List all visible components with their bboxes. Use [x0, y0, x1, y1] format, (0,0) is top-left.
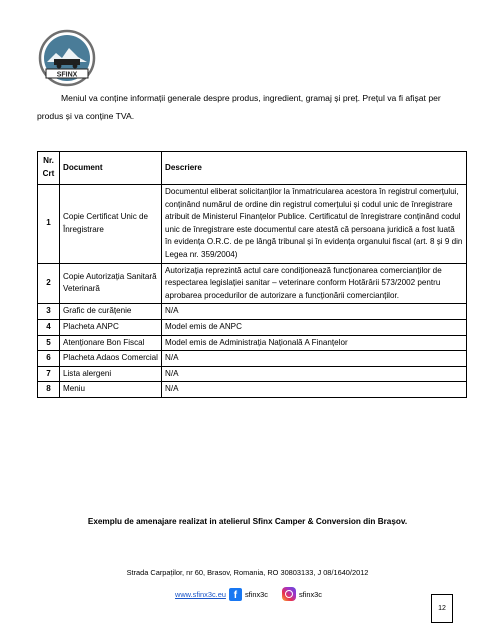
intro-paragraph	[37, 89, 461, 125]
row-nr: 2	[38, 263, 60, 304]
documents-table	[37, 151, 467, 398]
row-descriere: N/A	[162, 366, 467, 382]
table-row	[38, 335, 467, 351]
table-row	[38, 366, 467, 382]
row-nr: 8	[38, 382, 60, 398]
row-document: Placheta Adaos Comercial	[60, 351, 162, 367]
row-nr: 3	[38, 304, 60, 320]
row-document: Atenționare Bon Fiscal	[60, 335, 162, 351]
table-row	[38, 382, 467, 398]
photo-caption: Exemplu de amenajare realizat in atelierul Sfinx Camper & Conversion din Brașov.	[87, 517, 408, 526]
row-document: Grafic de curățenie	[60, 304, 162, 320]
row-descriere: Model emis de Administrația Națională A Finanțelor	[162, 335, 467, 351]
facebook-handle: sfinx3c	[244, 589, 268, 599]
row-document: Copie Certificat Unic de Înregistrare	[60, 185, 162, 264]
row-nr: 7	[38, 366, 60, 382]
row-document: Lista alergeni	[60, 366, 162, 382]
instagram-icon[interactable]	[282, 587, 296, 601]
row-descriere: N/A	[162, 351, 467, 367]
table-row	[38, 185, 467, 264]
row-document: Meniu	[60, 382, 162, 398]
company-logo	[38, 29, 96, 87]
logo-text: SFINX	[56, 71, 78, 79]
row-nr: 6	[38, 351, 60, 367]
table-row	[38, 304, 467, 320]
row-nr: 1	[38, 185, 60, 264]
row-document: Copie Autorizația Sanitară Veterinară	[60, 263, 162, 304]
row-descriere: N/A	[162, 382, 467, 398]
table-row	[38, 263, 467, 304]
header-document: Document	[60, 152, 162, 185]
row-descriere: Documentul eliberat solicitanților la înmatricularea acestora în registrul comerțului, conținând numărul de ordine din registrul comerțului și codul unic de înregistrare atribuit de Ministerul Finanțelor Publice. Certificatul de înregistrare conținând codul unic de înregistrare este documentul care atestă că persoana juridică a fost luată în evidența O.R.C. de pe lângă tribunal și în evidența organului fiscal (art. 8 și 9 din Legea nr. 359/2004)	[162, 185, 467, 264]
row-descriere: Model emis de ANPC	[162, 319, 467, 335]
intro-line-1: Meniul va conține informații generale despre produs, ingredient, gramaj și preț. Prețul va fi afișat per	[61, 93, 441, 103]
header-descriere: Descriere	[162, 152, 467, 185]
intro-line-2: produs și va conține TVA.	[37, 111, 135, 121]
table-header-row	[38, 152, 467, 185]
footer-social	[175, 587, 322, 601]
row-nr: 5	[38, 335, 60, 351]
page-number: 12	[431, 594, 453, 623]
row-nr: 4	[38, 319, 60, 335]
row-descriere: N/A	[162, 304, 467, 320]
header-nr: Nr. Crt	[38, 152, 60, 185]
facebook-icon[interactable]: f	[229, 588, 242, 601]
table-row	[38, 351, 467, 367]
footer-address: Strada Carpaților, nr 60, Brasov, Romania, RO 30803133, J 08/1640/2012	[126, 568, 369, 577]
table-row	[38, 319, 467, 335]
row-descriere: Autorizația reprezintă actul care condiționează funcționarea comercianților de respectarea legislației sanitar – veterinare conform Hotărârii 573/2002 pentru aprobarea procedurilor de autorizare a funcționării comercianților.	[162, 263, 467, 304]
instagram-handle: sfinx3c	[298, 589, 322, 599]
row-document: Placheta ANPC	[60, 319, 162, 335]
website-link[interactable]: www.sfinx3c.eu	[175, 589, 226, 599]
